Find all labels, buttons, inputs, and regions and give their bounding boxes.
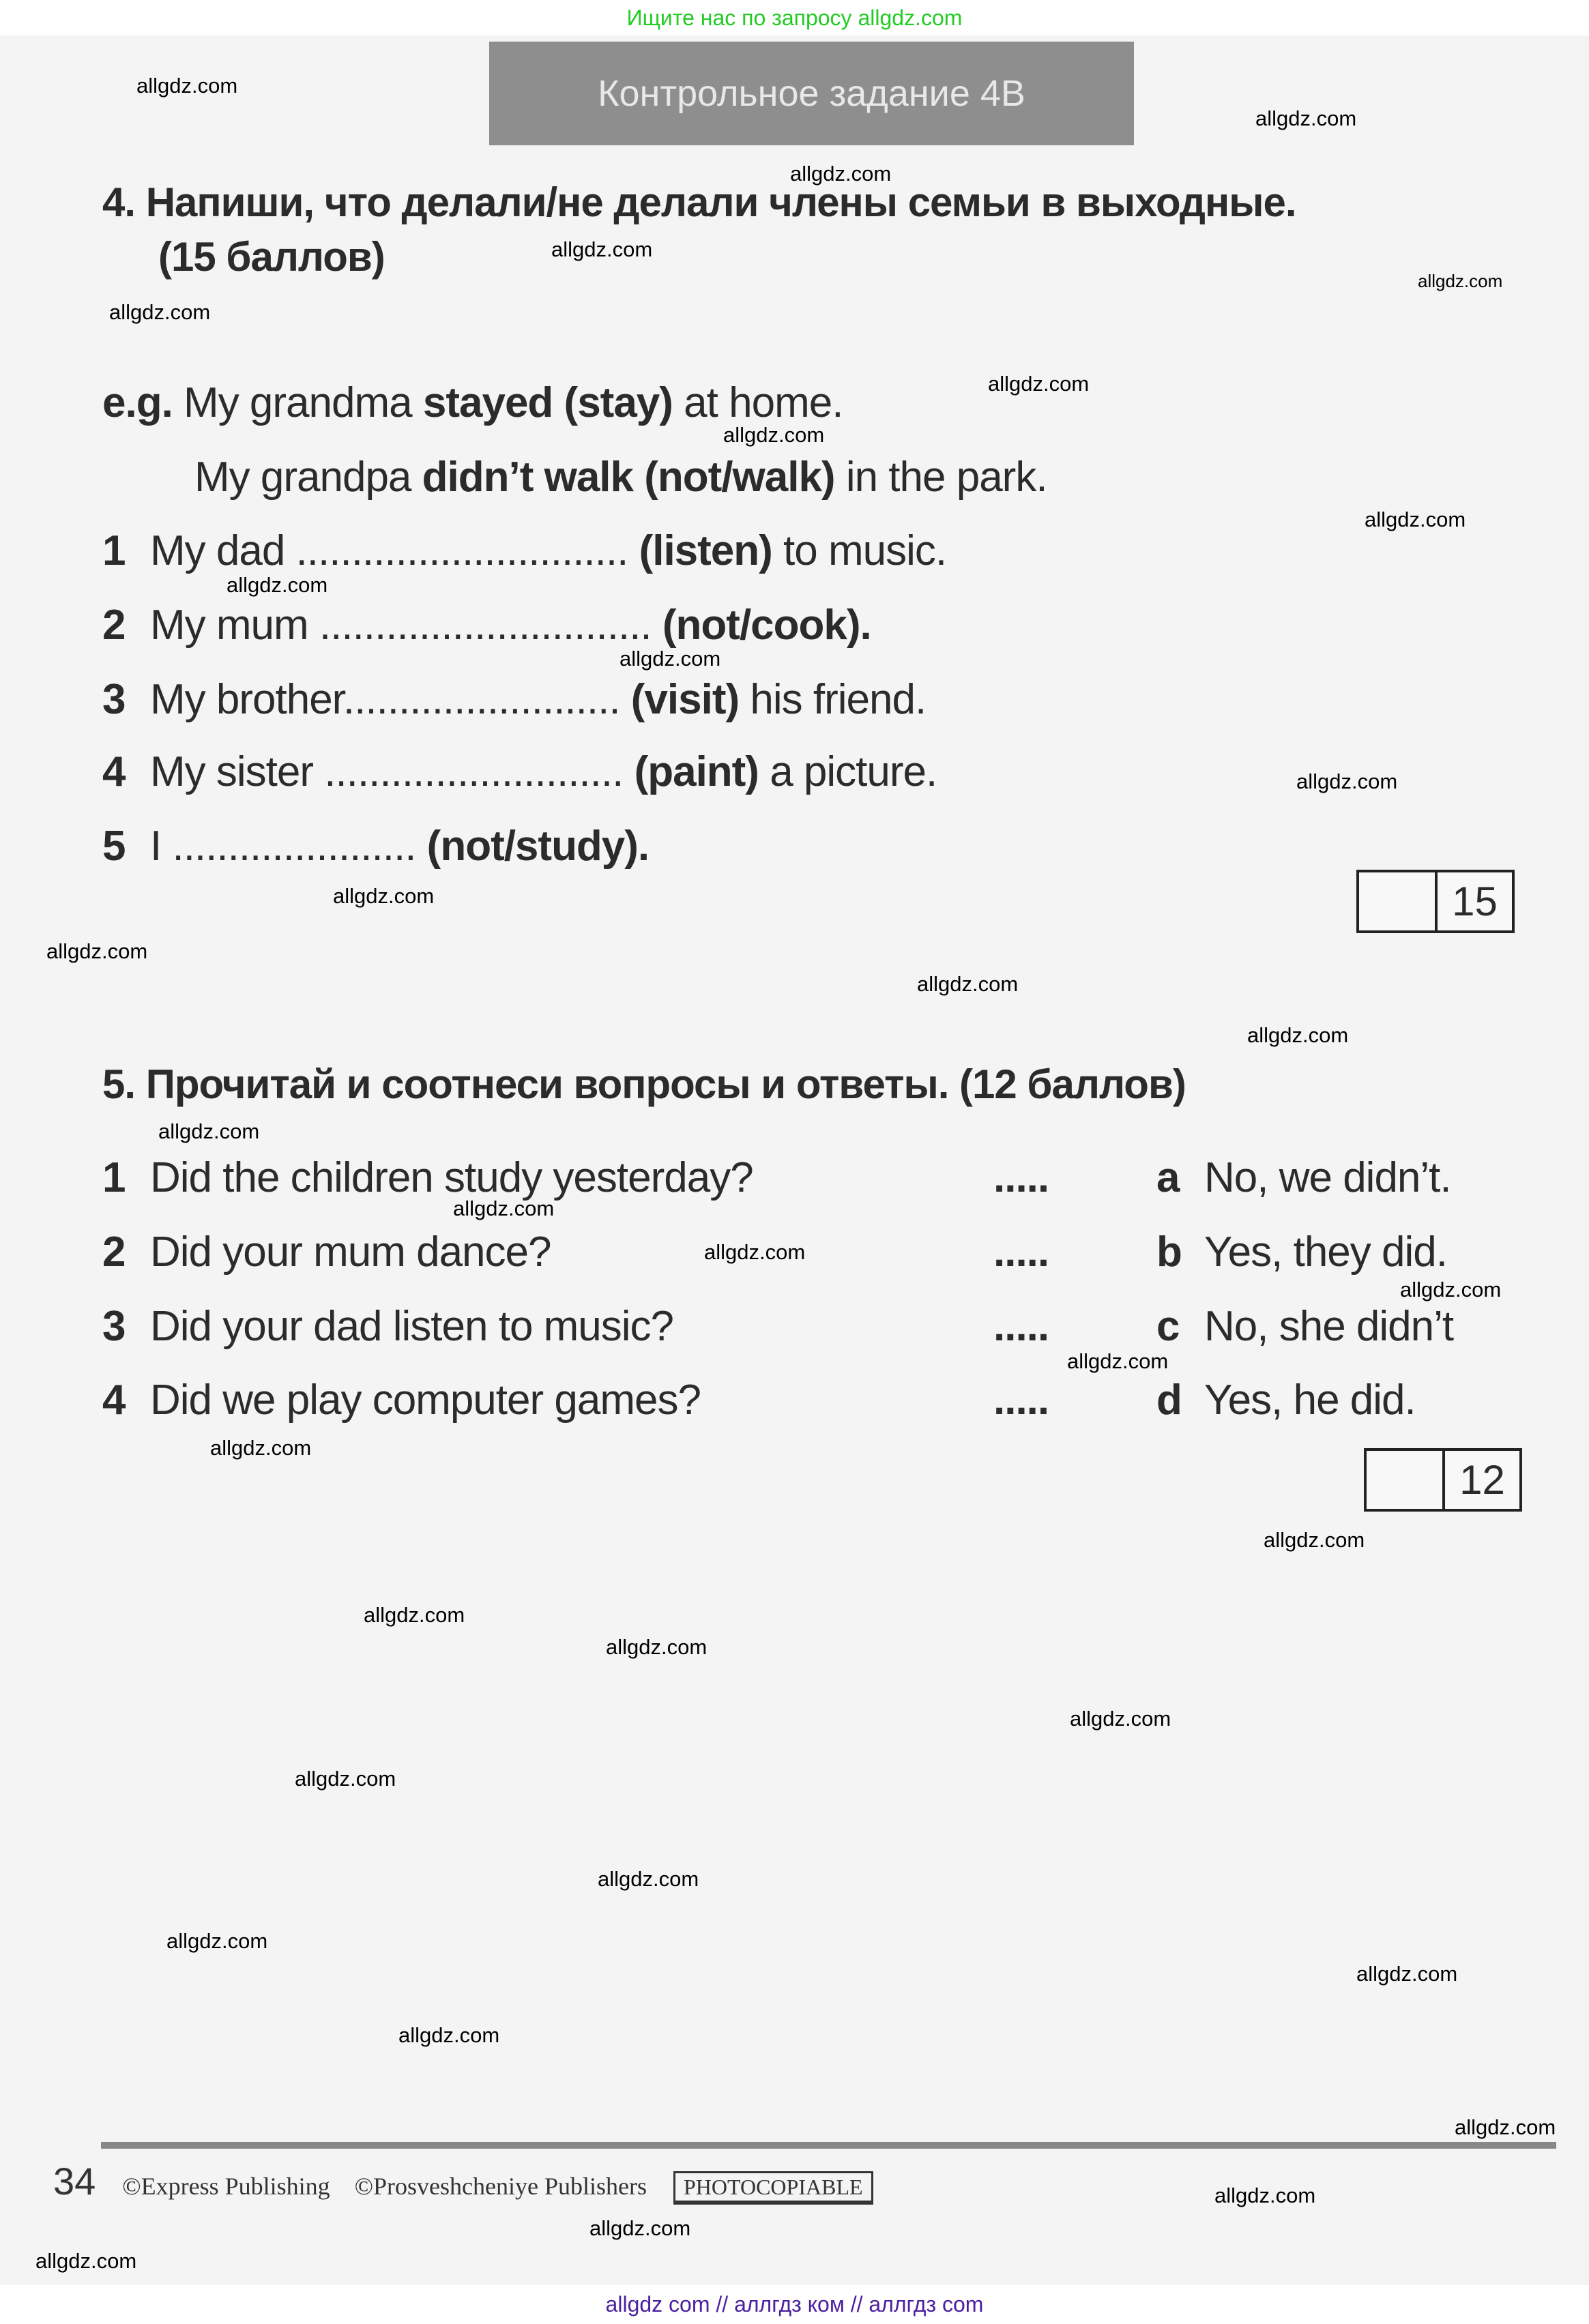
watermark: allgdz.com xyxy=(917,972,1019,996)
question-number: 2 xyxy=(102,1229,126,1276)
watermark: allgdz.com xyxy=(295,1767,396,1791)
watermark: allgdz.com xyxy=(988,372,1090,396)
footer xyxy=(53,2159,873,2203)
watermark: allgdz.com xyxy=(1214,2183,1316,2207)
example-subject: My grandma xyxy=(184,379,412,426)
answer-letter: d xyxy=(1156,1377,1182,1424)
question-number: 4 xyxy=(102,1377,126,1424)
item-verb: (paint) xyxy=(634,748,759,795)
answer-letter: c xyxy=(1156,1303,1180,1350)
photocopiable-badge: PHOTOCOPIABLE xyxy=(673,2171,873,2205)
page-number: 34 xyxy=(53,2160,96,2203)
watermark: allgdz.com xyxy=(790,162,892,186)
item-number: 2 xyxy=(102,602,126,649)
item-number: 4 xyxy=(102,748,126,795)
answer-c xyxy=(1156,1302,1453,1351)
item-verb: (not/study). xyxy=(426,823,650,870)
task4-item-4 xyxy=(102,748,937,796)
watermark: allgdz.com xyxy=(398,2023,500,2047)
example-rest: at home. xyxy=(684,379,843,426)
watermark: allgdz.com xyxy=(1400,1278,1502,1301)
answer-b xyxy=(1156,1228,1447,1276)
question-number: 1 xyxy=(102,1154,126,1201)
task4-score-box xyxy=(1356,870,1515,933)
watermark: allgdz.com xyxy=(364,1603,465,1627)
watermark: allgdz.com xyxy=(158,1119,260,1143)
task5-title: 5. Прочитай и соотнеси вопросы и ответы. (12 баллов) xyxy=(102,1061,1186,1107)
answer-blank[interactable]: .............................. xyxy=(319,602,652,649)
question-text: Did the children study yesterday? xyxy=(150,1154,753,1201)
watermark: allgdz.com xyxy=(333,884,435,908)
question-number: 3 xyxy=(102,1303,126,1350)
answer-blank[interactable]: ........................... xyxy=(324,748,624,795)
watermark: allgdz.com xyxy=(1365,508,1466,531)
watermark: allgdz.com xyxy=(1356,1962,1458,1986)
answer-text: Yes, he did. xyxy=(1204,1377,1416,1424)
item-subject: My brother xyxy=(150,676,343,723)
item-subject: My dad xyxy=(150,527,285,574)
watermark: allgdz.com xyxy=(704,1240,806,1264)
bottom-banner xyxy=(0,2285,1589,2324)
watermark: allgdz.com xyxy=(453,1196,555,1220)
bottom-banner-text[interactable]: allgdz com // аллгдз ком // аллгдз com xyxy=(605,2292,984,2316)
task4-title: 4. Напиши, что делали/не делали члены семьи в выходные. xyxy=(102,179,1296,225)
item-number: 1 xyxy=(102,527,126,574)
publisher-express: ©Express Publishing xyxy=(122,2173,330,2200)
answer-text: No, she didn’t xyxy=(1204,1303,1454,1350)
match-blank-3[interactable]: ..... xyxy=(993,1303,1049,1350)
task4-item-5 xyxy=(102,822,649,870)
question-text: Did we play computer games? xyxy=(150,1377,701,1424)
task5-question-4 xyxy=(102,1376,701,1424)
watermark: allgdz.com xyxy=(136,74,238,98)
task4-item-3 xyxy=(102,675,926,724)
max-score: 15 xyxy=(1452,879,1498,924)
answer-letter: b xyxy=(1156,1229,1182,1276)
answer-blank[interactable]: .............................. xyxy=(295,527,628,574)
answer-d xyxy=(1156,1376,1416,1424)
example-2 xyxy=(194,453,1047,501)
watermark: allgdz.com xyxy=(1264,1528,1365,1552)
item-rest: to music. xyxy=(783,527,947,574)
watermark: allgdz.com xyxy=(723,423,825,447)
watermark: allgdz.com xyxy=(109,300,211,324)
watermark: allgdz.com xyxy=(1455,2115,1556,2139)
watermark: allgdz.com xyxy=(1067,1349,1169,1373)
top-banner xyxy=(0,0,1589,35)
publisher-prosveshcheniye: ©Prosveshcheniye Publishers xyxy=(354,2173,647,2200)
answer-text: Yes, they did. xyxy=(1204,1229,1447,1276)
example-answer: didn’t walk xyxy=(422,454,634,501)
watermark: allgdz.com xyxy=(589,2216,691,2240)
answer-letter: a xyxy=(1156,1154,1180,1201)
watermark: allgdz.com xyxy=(1418,271,1503,291)
example-subject: My grandpa xyxy=(194,454,411,501)
match-blank-4[interactable]: ..... xyxy=(993,1377,1049,1424)
example-verb: (not/walk) xyxy=(644,454,835,501)
task5-question-3 xyxy=(102,1302,673,1351)
example-1 xyxy=(102,379,843,427)
watermark: allgdz.com xyxy=(598,1867,699,1891)
item-rest: a picture. xyxy=(770,748,937,795)
example-verb: (stay) xyxy=(564,379,673,426)
page-header: Контрольное задание 4B xyxy=(489,42,1134,145)
task4-points: (15 баллов) xyxy=(158,234,385,280)
item-number: 5 xyxy=(102,823,126,870)
task4-item-1 xyxy=(102,527,946,575)
item-verb: (not/cook). xyxy=(662,602,871,649)
answer-a xyxy=(1156,1153,1451,1202)
watermark: allgdz.com xyxy=(551,237,653,261)
watermark: allgdz.com xyxy=(619,647,721,671)
watermark: allgdz.com xyxy=(1255,106,1357,130)
question-text: Did your mum dance? xyxy=(150,1229,551,1276)
watermark: allgdz.com xyxy=(227,573,328,597)
task5-question-1 xyxy=(102,1153,753,1202)
answer-blank[interactable]: ......................... xyxy=(342,676,620,723)
answer-blank[interactable]: ...................... xyxy=(172,823,416,870)
watermark: allgdz.com xyxy=(210,1436,312,1460)
task5-question-2 xyxy=(102,1228,551,1276)
watermark: allgdz.com xyxy=(46,939,148,963)
task5-score-box xyxy=(1364,1448,1522,1512)
item-subject: My sister xyxy=(150,748,313,795)
example-rest: in the park. xyxy=(845,454,1047,501)
item-rest: his friend. xyxy=(750,676,927,723)
watermark: allgdz.com xyxy=(35,2249,137,2273)
footer-rule xyxy=(101,2142,1556,2149)
watermark: allgdz.com xyxy=(1070,1707,1171,1731)
watermark: allgdz.com xyxy=(606,1635,708,1659)
question-text: Did your dad listen to music? xyxy=(150,1303,674,1350)
example-answer: stayed xyxy=(422,379,553,426)
item-subject: I xyxy=(150,823,162,870)
item-verb: (listen) xyxy=(639,527,772,574)
item-verb: (visit) xyxy=(630,676,740,723)
item-number: 3 xyxy=(102,676,126,723)
task4-item-2 xyxy=(102,601,871,649)
match-blank-2[interactable]: ..... xyxy=(993,1229,1049,1276)
watermark: allgdz.com xyxy=(1296,769,1398,793)
answer-text: No, we didn’t. xyxy=(1204,1154,1451,1201)
match-blank-1[interactable]: ..... xyxy=(993,1154,1049,1201)
item-subject: My mum xyxy=(150,602,308,649)
example-label: e.g. xyxy=(102,379,173,426)
max-score: 12 xyxy=(1459,1457,1505,1503)
top-banner-text[interactable]: Ищите нас по запросу allgdz.com xyxy=(626,5,963,30)
watermark: allgdz.com xyxy=(166,1929,268,1953)
watermark: allgdz.com xyxy=(1247,1023,1349,1047)
